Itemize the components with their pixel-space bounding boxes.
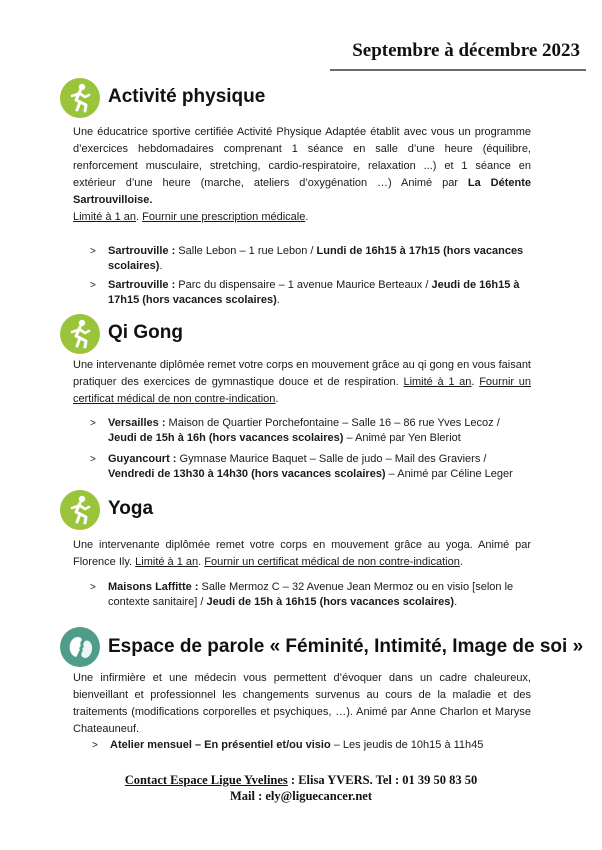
location-list [90,244,531,312]
section-title: Yoga [108,498,154,519]
section-title: Espace de parole « Féminité, Intimité, Image de soi » [108,636,584,657]
runner-icon [60,314,100,354]
section-description: Une infirmière et une médecin vous permettent d’évoquer dans un cadre chaleureux, bienveillant et professionnel les changements survenus au cours de la maladie et des traitements (modifications corporelles et psychiques, …). Animé par Anne Charlon et Maryse Chateauneuf. [73,672,531,735]
contact-footer: Contact Espace Ligue Yvelines : Elisa YVERS. Tel : 01 39 50 83 50 Mail : ely@liguecancer.net [124,773,478,803]
list-item: > Sartrouville : Salle Lebon – 1 rue Lebon / Lundi de 16h15 à 17h15 (hors vacances scolaires). [90,245,524,272]
location-list [90,580,531,614]
prescription-note: Fournir une prescription médicale [142,211,306,223]
list-item: > Maisons Laffitte : Salle Mermoz C – 32 Avenue Jean Mermoz ou en visio [selon le contexte sanitaire] / Jeudi de 15h à 16h15 (hors vacances scolaires). [90,581,514,608]
list-item: > Sartrouville : Parc du dispensaire – 1 avenue Maurice Berteaux / Jeudi de 16h15 à 17h15 (hors vacances scolaires). [90,279,520,306]
limit-note: Limité à 1 an [73,211,136,223]
list-item: > Versailles : Maison de Quartier Porchefontaine – Salle 16 – 86 rue Yves Lecoz / Jeudi de 15h à 16h (hors vacances scolaires) – Animé par Yen Bleriot [90,417,500,444]
section-description: Une intervenante diplômée remet votre corps en mouvement grâce au yoga. Animé par Florence Ily. Limité à 1 an. Fournir un certificat médical de non contre-indication. [73,539,531,568]
section-description: Une intervenante diplômée remet votre corps en mouvement grâce au qi gong en vous faisant pratiquer des exercices de gymnastique douce et de respiration. Limité à 1 an. Fournir un certificat médical de non contre-indication. [73,359,531,405]
limit-note: Limité à 1 an [135,556,199,568]
runner-icon [60,490,100,530]
header-divider [330,69,586,71]
date-range-heading: Septembre à décembre 2023 [352,40,580,61]
section-qi-gong [60,314,536,480]
section-yoga [60,490,536,608]
certificate-note: Fournir un certificat médical de non contre-indication [73,376,531,405]
contact-label: Contact Espace Ligue Yvelines [124,773,288,787]
section-activite-physique [60,78,536,306]
faces-icon [60,627,100,667]
list-item: > Guyancourt : Gymnase Maurice Baquet – Salle de judo – Mail des Graviers / Vendredi de 13h30 à 14h30 (hors vacances scolaires) – Animé par Céline Leger [90,453,513,480]
section-description: Une éducatrice sportive certifiée Activité Physique Adaptée établit avec vous un programme d’exercices hebdomadaires comprenant 1 séance en salle d’une heure (équilibre, renforcement musculaire, stretching, cardio-respiratoire, relaxation ...) et 1 séance en extérieur d’une heure (marche, ateliers d’oxygénation …) Animé par La Détente Sartrouvilloise. Limité à 1 an. Fournir une prescription médicale. [73,126,531,223]
workshop-list [92,738,533,757]
section-title: Activité physique [108,86,266,107]
certificate-note: Fournir un certificat médical de non contre-indication [204,556,460,568]
contact-mail: Mail : ely@liguecancer.net [229,789,373,803]
location-list [90,416,531,486]
list-item: > Atelier mensuel – En présentiel et/ou visio – Les jeudis de 10h15 à 11h45 [92,739,484,751]
section-title: Qi Gong [108,322,183,343]
runner-icon [60,78,100,118]
limit-note: Limité à 1 an [403,376,472,388]
section-espace-de-parole [60,628,584,751]
